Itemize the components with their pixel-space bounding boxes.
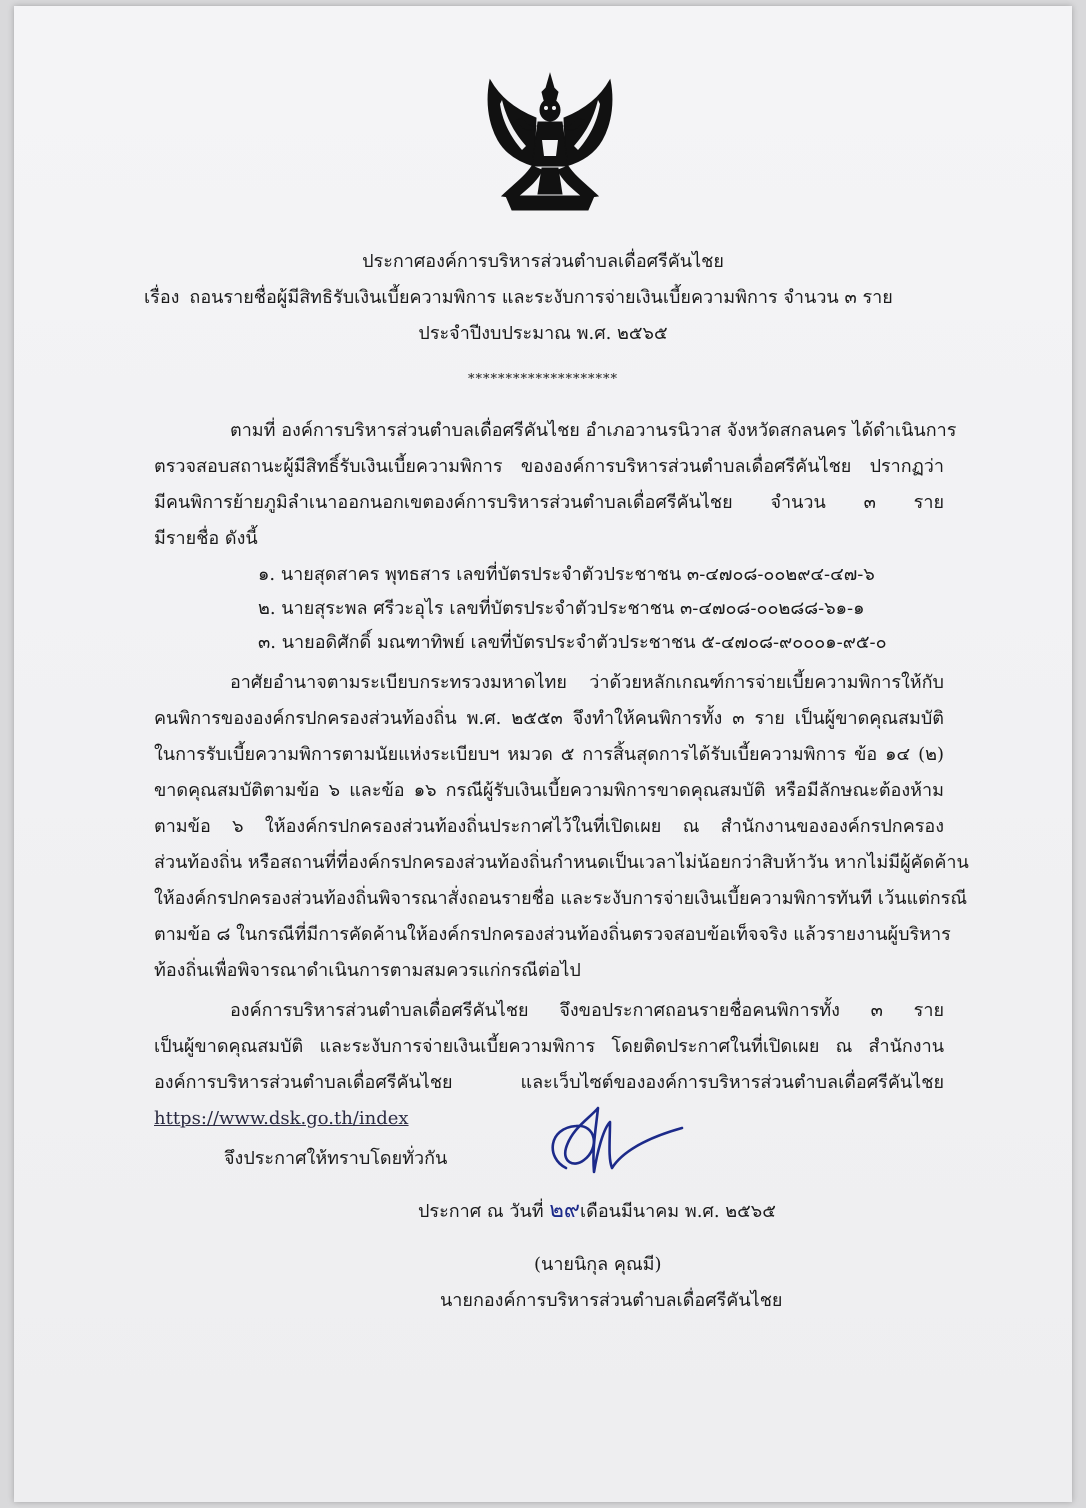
paragraph2-line: ตามข้อ ๘ ในกรณีที่มีการคัดค้านให้องค์กรปกครองส่วนท้องถิ่นตรวจสอบข้อเท็จจริง แล้วรายงานผู้บริหาร — [154, 924, 951, 945]
person-item: ๓. นายอดิศักดิ์ มณฑาทิพย์ เลขที่บัตรประจำตัวประชาชน ๕-๔๗๐๘-๙๐๐๐๑-๙๕-๐ — [258, 632, 887, 653]
paragraph3-line: เป็นผู้ขาดคุณสมบัติ และระงับการจ่ายเงินเบี้ยความพิการ โดยติดประกาศในที่เปิดเผย ณ สำนักงาน — [154, 1036, 944, 1057]
person-item: ๒. นายสุระพล ศรีวะอุไร เลขที่บัตรประจำตัวประชาชน ๓-๔๗๐๘-๐๐๒๘๘-๖๑-๑ — [258, 598, 865, 619]
paragraph2-line: ให้องค์กรปกครองส่วนท้องถิ่นพิจารณาสั่งถอนรายชื่อ และระงับการจ่ายเงินเบี้ยความพิการทันที เว้นแต่กรณี — [154, 888, 968, 909]
subject-line — [144, 282, 893, 311]
website-link[interactable]: https://www.dsk.go.th/index — [154, 1108, 409, 1129]
paragraph1-line: ตรวจสอบสถานะผู้มีสิทธิ์รับเงินเบี้ยความพิการ ขององค์การบริหารส่วนตำบลเดื่อศรีคันไชย ปรากฏว่า — [154, 456, 944, 477]
subject-label: เรื่อง — [144, 287, 180, 308]
announcement-date — [418, 1200, 776, 1223]
person-item: ๑. นายสุดสาคร พุทธสาร เลขที่บัตรประจำตัวประชาชน ๓-๔๗๐๘-๐๐๒๙๔-๔๗-๖ — [258, 564, 875, 585]
signatory-position: นายกองค์การบริหารส่วนตำบลเดื่อศรีคันไชย — [440, 1290, 783, 1311]
separator: ******************** — [468, 372, 618, 387]
garuda-emblem — [476, 70, 624, 220]
announcement-title: ประกาศองค์การบริหารส่วนตำบลเดื่อศรีคันไชย — [362, 251, 724, 272]
paragraph2-line: ท้องถิ่นเพื่อพิจารณาดำเนินการตามสมควรแก่กรณีต่อไป — [154, 960, 581, 981]
closing-statement: จึงประกาศให้ทราบโดยทั่วกัน — [224, 1148, 448, 1169]
paragraph2-line: ตามข้อ ๖ ให้องค์กรปกครองส่วนท้องถิ่นประกาศไว้ในที่เปิดเผย ณ สำนักงานขององค์กรปกครอง — [154, 816, 944, 837]
handwritten-signature — [526, 1088, 686, 1198]
paragraph2-line: ส่วนท้องถิ่น หรือสถานที่ที่องค์กรปกครองส่วนท้องถิ่นกำหนดเป็นเวลาไม่น้อยกว่าสิบห้าวัน หากไม่มีผู้คัดค้าน — [154, 852, 969, 873]
date-prefix: ประกาศ ณ วันที่ — [418, 1201, 544, 1222]
signatory-name: (นายนิกุล คุณมี) — [534, 1254, 662, 1275]
paragraph2-line: ในการรับเบี้ยความพิการตามนัยแห่งระเบียบฯ หมวด ๕ การสิ้นสุดการได้รับเบี้ยความพิการ ข้อ ๑๔ (๒) — [154, 744, 944, 765]
subject-text: ถอนรายชื่อผู้มีสิทธิรับเงินเบี้ยความพิการ และระงับการจ่ายเงินเบี้ยความพิการ จำนวน ๓ ราย — [189, 287, 893, 308]
paragraph2-line: ขาดคุณสมบัติตามข้อ ๖ และข้อ ๑๖ กรณีผู้รับเงินเบี้ยความพิการขาดคุณสมบัติ หรือมีลักษณะต้องห้าม — [154, 780, 944, 801]
paragraph1-line: มีคนพิการย้ายภูมิลำเนาออกนอกเขตองค์การบริหารส่วนตำบลเดื่อศรีคันไชย จำนวน ๓ ราย — [154, 492, 944, 513]
paragraph2-line: อาศัยอำนาจตามระเบียบกระทรวงมหาดไทย ว่าด้วยหลักเกณฑ์การจ่ายเบี้ยความพิการให้กับ — [230, 672, 944, 693]
date-rest: เดือนมีนาคม พ.ศ. ๒๕๖๕ — [579, 1201, 776, 1222]
paragraph2-line: คนพิการขององค์กรปกครองส่วนท้องถิ่น พ.ศ. ๒๕๕๓ จึงทำให้คนพิการทั้ง ๓ ราย เป็นผู้ขาดคุณสมบัติ — [154, 708, 944, 729]
paragraph3-line: องค์การบริหารส่วนตำบลเดื่อศรีคันไชย จึงขอประกาศถอนรายชื่อคนพิการทั้ง ๓ ราย — [230, 1000, 944, 1021]
paragraph1-line: ตามที่ องค์การบริหารส่วนตำบลเดื่อศรีคันไชย อำเภอวานรนิวาส จังหวัดสกลนคร ได้ดำเนินการ — [230, 420, 957, 441]
document-page — [14, 6, 1072, 1502]
date-day: ๒๙ — [549, 1198, 580, 1223]
paragraph1-line: มีรายชื่อ ดังนี้ — [154, 528, 258, 549]
fiscal-year: ประจำปีงบประมาณ พ.ศ. ๒๕๖๕ — [418, 323, 668, 344]
paragraph3-line: องค์การบริหารส่วนตำบลเดื่อศรีคันไชย และเว็บไซต์ขององค์การบริหารส่วนตำบลเดื่อศรีคันไชย — [154, 1072, 944, 1093]
